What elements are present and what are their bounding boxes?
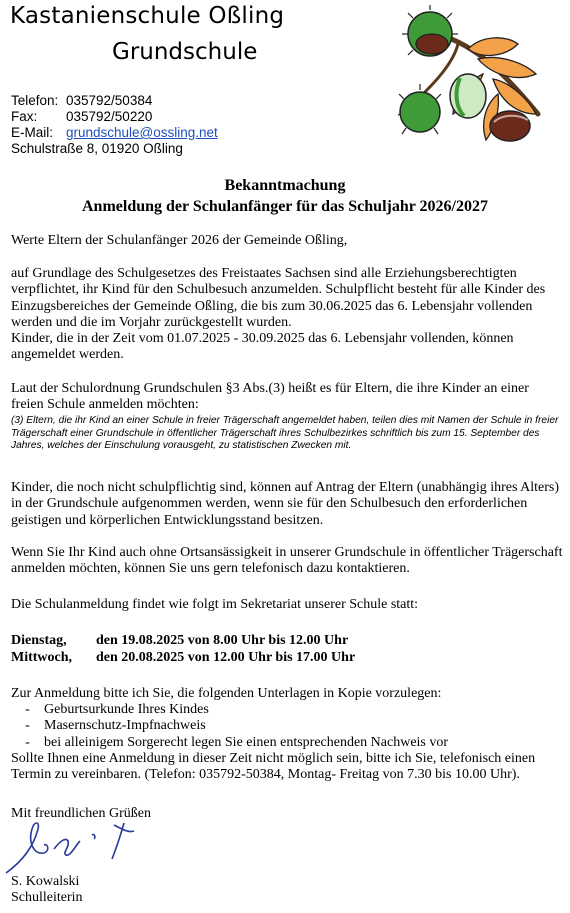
- announcement-subtitle: Anmeldung der Schulanfänger für das Schuljahr 2026/2027: [81, 198, 488, 215]
- phone-value: 035792/50384: [66, 93, 153, 108]
- phone-label: Telefon:: [11, 93, 59, 108]
- signer-block: [11, 874, 83, 906]
- email-label: E-Mail:: [11, 125, 54, 140]
- date-row: [11, 649, 355, 666]
- paragraph-optional-registration: Kinder, die in der Zeit vom 01.07.2025 - 30.09.2025 das 6. Lebensjahr vollenden, können angemeldet werden.: [11, 331, 514, 363]
- list-item: [11, 735, 563, 751]
- signature-icon: [4, 815, 164, 875]
- address-row: [11, 141, 218, 157]
- phone-row: [11, 93, 218, 109]
- documents-section: [11, 686, 563, 783]
- list-item: [11, 702, 563, 718]
- address-value: Schulstraße 8, 01920 Oßling: [11, 141, 183, 156]
- list-item: [11, 718, 563, 734]
- paragraph-private-school: Laut der Schulordnung Grundschulen §3 Abs.(3) heißt es für Eltern, die ihre Kinder an einer freien Schule anmelden möchten:: [11, 381, 529, 413]
- list-dash: -: [25, 718, 30, 734]
- contact-block: [11, 93, 218, 157]
- salutation: Werte Eltern der Schulanfänger 2026 der Gemeinde Oßling,: [11, 233, 348, 248]
- list-item-text: Geburtsurkunde Ihres Kindes: [44, 702, 209, 718]
- list-item-text: bei alleinigem Sorgerecht legen Sie einen entsprechenden Nachweis vor: [44, 734, 449, 750]
- registration-dates: [11, 632, 355, 666]
- date-text: den 20.08.2025 von 12.00 Uhr bis 17.00 Uhr: [96, 650, 356, 665]
- signer-role: Schulleiterin: [11, 890, 83, 905]
- documents-intro: Zur Anmeldung bitte ich Sie, die folgenden Unterlagen in Kopie vorzulegen:: [11, 686, 442, 701]
- date-day: Dienstag,: [11, 633, 67, 648]
- announcement-title: Bekanntmachung: [224, 177, 346, 194]
- fax-row: [11, 109, 218, 125]
- date-text: den 19.08.2025 von 8.00 Uhr bis 12.00 Uhr: [96, 633, 349, 648]
- appointment-note: Sollte Ihnen eine Anmeldung in dieser Zeit nicht möglich sein, bitte ich Sie, telefonisch einen Termin zu vereinbaren. (Telefon: 035792-50384, Montag- Freitag von 7.30 bis 10.00 Uhr).: [11, 750, 536, 783]
- fax-label: Fax:: [11, 109, 38, 124]
- signer-name: S. Kowalski: [11, 874, 80, 889]
- school-name: Kastanienschule Oßling: [10, 3, 285, 29]
- date-row: [11, 632, 355, 649]
- paragraph-non-resident: Wenn Sie Ihr Kind auch ohne Ortsansässigkeit in unserer Grundschule in öffentlicher Trägerschaft anmelden möchten, können Sie uns gern telefonisch dazu kontaktieren.: [11, 545, 563, 577]
- list-dash: -: [25, 702, 30, 718]
- list-item-text: Masernschutz-Impfnachweis: [44, 718, 206, 734]
- email-link[interactable]: grundschule@ossling.net: [66, 125, 218, 140]
- list-dash: -: [25, 734, 30, 750]
- email-row: [11, 125, 218, 141]
- paragraph-legal-quote: (3) Eltern, die ihr Kind an einer Schule in freier Trägerschaft angemeldet haben, teilen dies mit Namen der Schule in freier Trägerschaft einer Grundschule in öffentlicher Trägerschaft ihres Schulbezirkes schriftlich bis zum 15. September des Jahres, welches der Einschulung vorausgeht, zu statistischen Zwecken mit.: [11, 415, 559, 451]
- chestnut-logo-icon: [398, 4, 548, 144]
- paragraph-school-obligation: auf Grundlage des Schulgesetzes des Freistaates Sachsen sind alle Erziehungsberechtigten verpflichtet, ihr Kind für den Schulbesuch anzumelden. Schulpflicht besteht für alle Kinder des Einzugsbereiches der Gemeinde Oßling, die bis zum 30.06.2025 das 6. Lebensjahr vollenden werden und die im Vorjahr zurückgestellt wurden.: [11, 266, 546, 330]
- date-day: Mittwoch,: [11, 650, 73, 665]
- closing-greeting: Mit freundlichen Grüßen: [11, 806, 151, 821]
- fax-value: 035792/50220: [66, 109, 153, 124]
- school-type: Grundschule: [112, 39, 258, 65]
- paragraph-registration-info: Die Schulanmeldung findet wie folgt im Sekretariat unserer Schule statt:: [11, 597, 419, 612]
- paragraph-early-enrollment: Kinder, die noch nicht schulpflichtig sind, können auf Antrag der Eltern (unabhängig ihres Alters) in der Grundschule aufgenommen werden, wenn sie für den Schulbesuch den erforderlichen geistigen und körperlichen Entwicklungsstand besitzen.: [11, 480, 560, 528]
